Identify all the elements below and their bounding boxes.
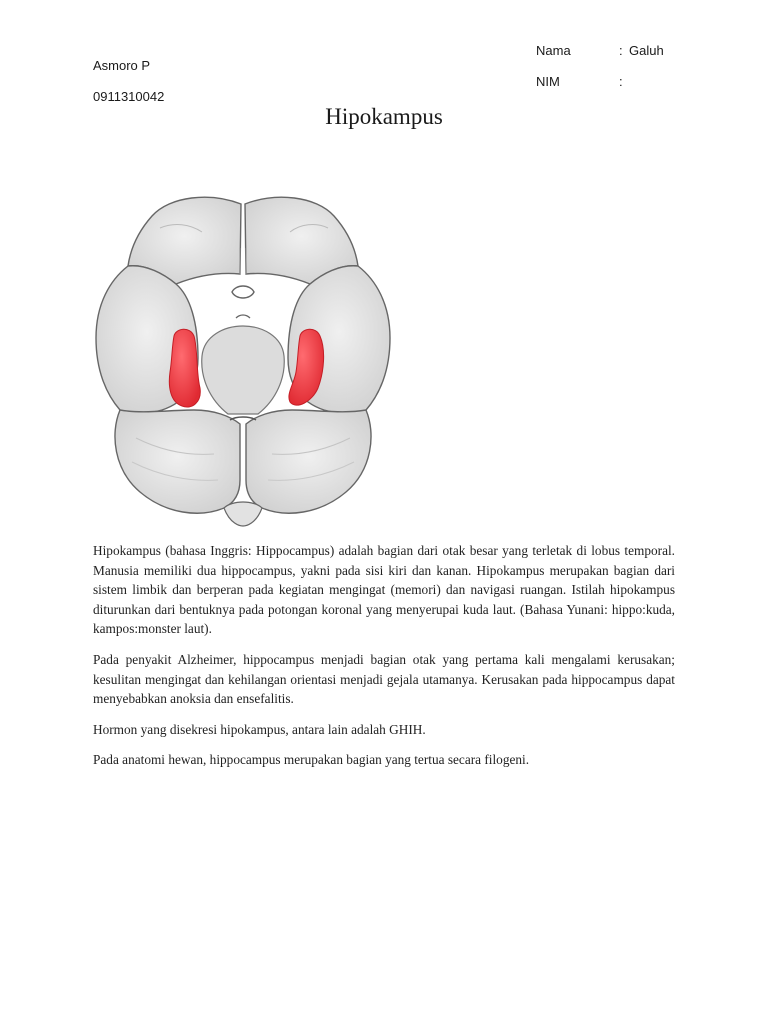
nama-colon: : [619, 43, 623, 58]
paragraph-2: Pada penyakit Alzheimer, hippocampus menjadi bagian otak yang pertama kali mengalami kerusakan; kesulitan mengingat dan kehilangan orientasi menjadi gejala utamanya. Kerusakan pada hippocampus dapat menyebabkan anoksia dan ensefalitis. [93, 651, 675, 707]
nama-label: Nama [536, 43, 571, 58]
paragraph-1: Hipokampus (bahasa Inggris: Hippocampus) adalah bagian dari otak besar yang terletak di lobus temporal. Manusia memiliki dua hippocampus, yakni pada sisi kiri dan kanan. Hipokampus merupakan bagian dari sistem limbik dan berperan pada kegiatan mengingat (memori) dan navigasi ruangan. Istilah hipokampus diturunkan dari bentuknya pada potongan koronal yang menyerupai kuda laut. (Bahasa Yunani: hippo:kuda, kampos:monster laut). [93, 543, 675, 637]
paragraph-3: Hormon yang disekresi hipokampus, antara lain adalah GHIH. [93, 721, 426, 737]
student-nim: 0911310042 [93, 89, 165, 104]
student-name: Asmoro P [93, 58, 151, 73]
nim-label: NIM [536, 74, 560, 89]
brain-figure [90, 188, 396, 530]
page-title: Hipokampus [325, 104, 443, 129]
nim-colon: : [619, 74, 623, 89]
body-text [93, 541, 675, 781]
brain-inferior-view-illustration-icon [90, 188, 396, 530]
paragraph-4: Pada anatomi hewan, hippocampus merupakan bagian yang tertua secara filogeni. [93, 752, 530, 768]
nama-value: Galuh [629, 43, 664, 58]
